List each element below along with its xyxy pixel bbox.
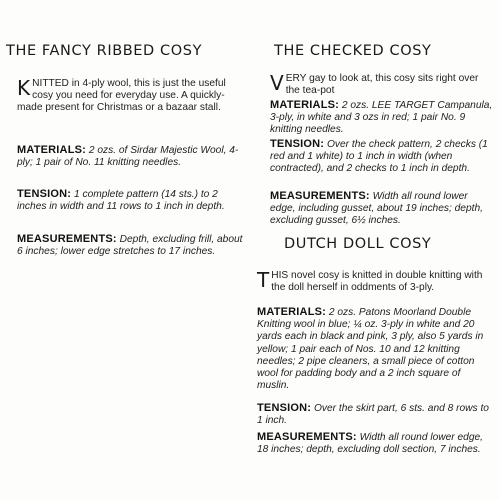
fancy-ribbed-materials-label: MATERIALS: [17,144,87,156]
fancy-ribbed-intro [17,78,243,115]
fancy-ribbed-measurements-label: MEASUREMENTS: [17,233,117,245]
fancy-ribbed-dropcap: K [17,76,31,100]
checked-tension-text: Over the check pattern, 2 checks (1 red and 1 white) to 1 inch in width (when contracted), and 2 checks to 1 inch in depth. [270,139,488,175]
dutch-doll-materials-text: 2 ozs. Patons Moorland Double Knitting wool in blue; ¼ oz. 3-ply in white and 20 yards each in black and pink, 3 ply, also 5 yards in yellow; 1 pair each of Nos. 10 and 12 knitting needles; 2 pipe cleaners, a small piece of cotton wool for padding body and a 2 inch square of muslin. [257,307,484,392]
fancy-ribbed-materials [17,144,243,169]
dutch-doll-measurements-text: Width all round lower edge, 18 inches; depth, excluding doll section, 7 inches. [257,432,483,456]
checked-materials-label: MATERIALS: [270,99,340,111]
checked-tension [270,138,494,176]
checked-intro [270,73,494,97]
dutch-doll-tension [257,402,494,427]
dutch-doll-tension-label: TENSION: [257,402,312,414]
checked-title: THE CHECKED COSY [274,43,432,59]
fancy-ribbed-intro-text: NITTED in 4-ply wool, this is just the useful cosy you need for everyday use. A quickly-made present for Christmas or a bazaar stall. [17,78,226,114]
checked-measurements-label: MEASUREMENTS: [270,190,370,202]
dutch-doll-dropcap: T [257,268,270,292]
fancy-ribbed-measurements-text: Depth, excluding frill, about 6 inches; lower edge stretches to 17 inches. [17,234,243,258]
dutch-doll-measurements [257,431,494,456]
dutch-doll-intro-text: HIS novel cosy is knitted in double knitting with the doll herself in oddments of 3-ply. [271,270,483,294]
checked-intro-text: ERY gay to look at, this cosy sits right over the tea-pot [285,73,479,97]
fancy-ribbed-tension-label: TENSION: [17,188,72,200]
dutch-doll-materials-label: MATERIALS: [257,306,327,318]
checked-tension-label: TENSION: [270,138,325,150]
checked-materials [270,99,494,137]
dutch-doll-title: DUTCH DOLL COSY [284,236,432,252]
checked-materials-text: 2 ozs. LEE TARGET Campanula, 3-ply, in white and 3 ozs in red; 1 pair No. 9 knitting needles. [270,100,493,136]
checked-measurements [270,190,494,228]
fancy-ribbed-tension-text: 1 complete pattern (14 sts.) to 2 inches in width and 11 rows to 1 inch in depth. [17,189,225,213]
fancy-ribbed-tension [17,188,243,213]
dutch-doll-materials [257,306,494,392]
dutch-doll-measurements-label: MEASUREMENTS: [257,431,357,443]
fancy-ribbed-title: THE FANCY RIBBED COSY [6,43,203,59]
fancy-ribbed-measurements [17,233,243,258]
dutch-doll-intro [257,270,494,294]
fancy-ribbed-materials-text: 2 ozs. of Sirdar Majestic Wool, 4-ply; 1 pair of No. 11 knitting needles. [17,145,239,169]
checked-dropcap: V [270,71,284,95]
checked-measurements-text: Width all round lower edge, including gusset, about 19 inches; depth, excluding gusset, 6½ inches. [270,191,483,227]
dutch-doll-tension-text: Over the skirt part, 6 sts. and 8 rows to 1 inch. [257,403,489,427]
